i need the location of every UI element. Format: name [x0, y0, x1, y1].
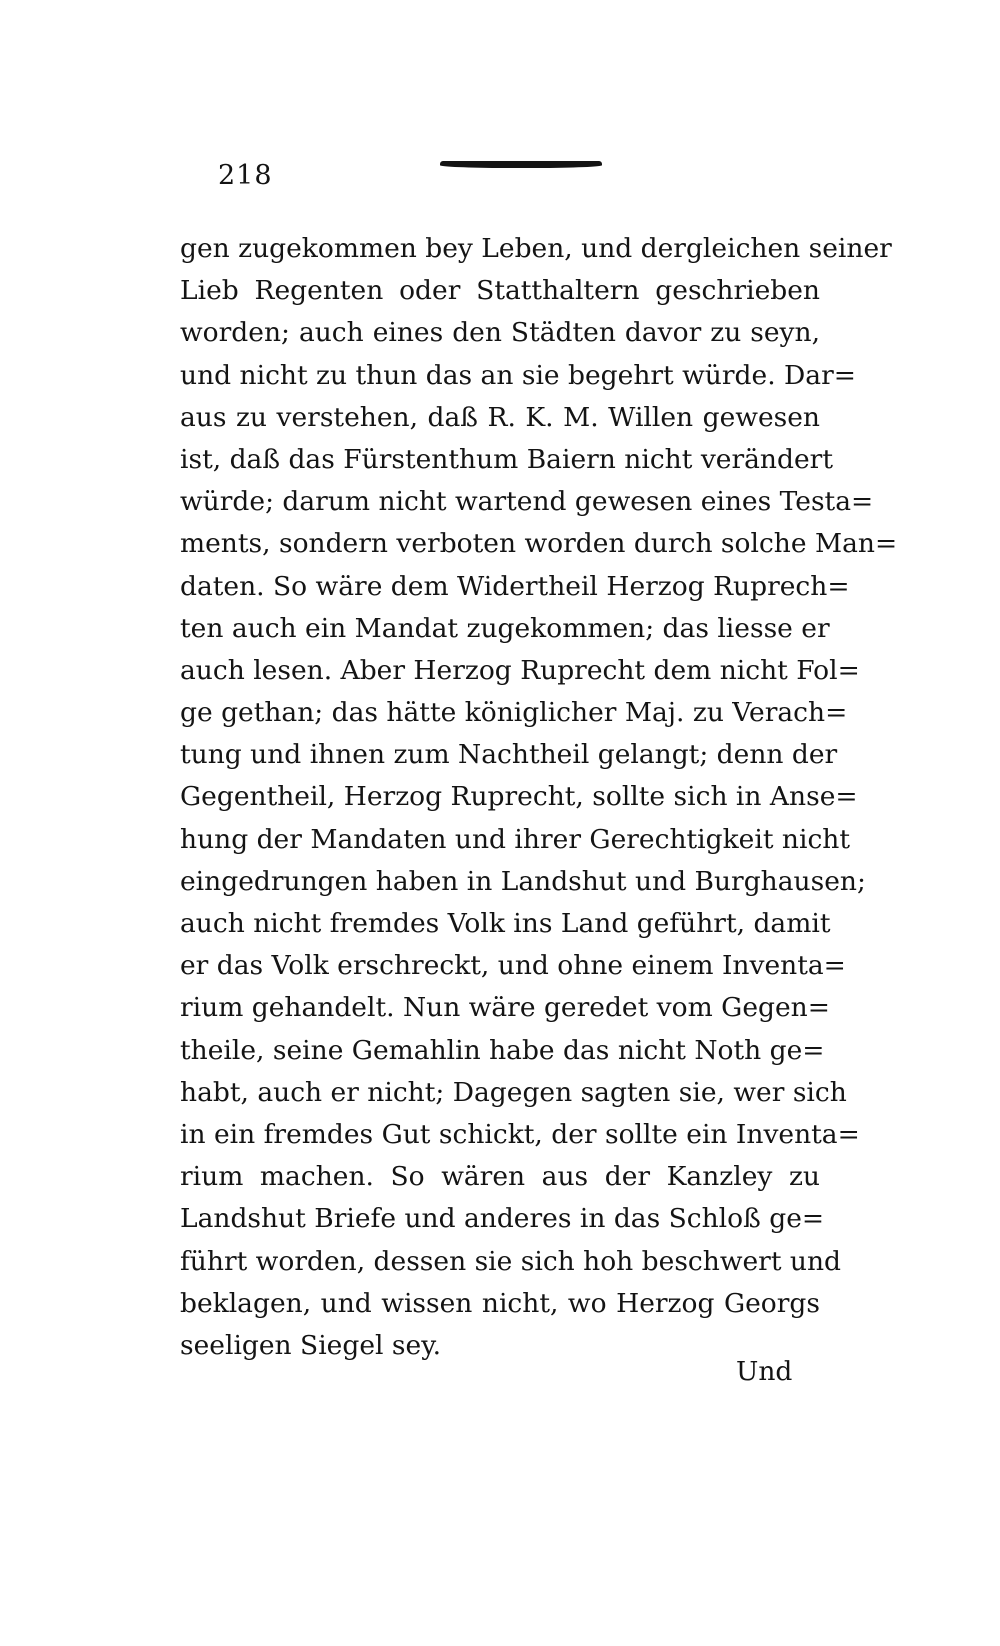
text-line: und nicht zu thun das an sie begehrt würde. Dar=	[180, 359, 856, 391]
text-line: beklagen, und wissen nicht, wo Herzog Georgs	[180, 1287, 820, 1319]
text-line: auch nicht fremdes Volk ins Land geführt, damit	[180, 908, 831, 939]
text-line: theile, seine Gemahlin habe das nicht Noth ge=	[180, 1034, 825, 1066]
text-line: Landshut Briefe und anderes in das Schloß ge=	[180, 1203, 825, 1235]
text-line: worden; auch eines den Städten davor zu seyn,	[180, 317, 820, 349]
body-text	[180, 228, 898, 1367]
text-line: Gegentheil, Herzog Ruprecht, sollte sich in Anse=	[180, 781, 858, 813]
text-line: hung der Mandaten und ihrer Gerechtigkeit nicht	[180, 823, 851, 855]
text-line: daten. So wäre dem Widertheil Herzog Ruprech=	[180, 570, 850, 602]
text-line: würde; darum nicht wartend gewesen eines Testa=	[180, 486, 874, 518]
text-line: auch lesen. Aber Herzog Ruprecht dem nicht Fol=	[180, 654, 860, 686]
text-line: führt worden, dessen sie sich hoh beschwert und	[180, 1245, 842, 1277]
text-line: gen zugekommen bey Leben, und dergleichen seiner	[180, 233, 892, 264]
text-line: rium gehandelt. Nun wäre geredet vom Gegen=	[180, 992, 830, 1024]
text-line: ten auch ein Mandat zugekommen; das liesse er	[180, 612, 830, 644]
text-line: rium machen. So wären aus der Kanzley zu	[180, 1161, 820, 1193]
text-line: er das Volk erschreckt, und ohne einem Inventa=	[180, 950, 846, 982]
header-rule	[440, 161, 602, 168]
text-line: ments, sondern verboten worden durch solche Man=	[180, 528, 898, 560]
page-number: 218	[218, 160, 273, 191]
text-line: in ein fremdes Gut schickt, der sollte ein Inventa=	[180, 1118, 860, 1150]
catchword: Und	[736, 1356, 793, 1387]
text-line: ist, daß das Fürstenthum Baiern nicht verändert	[180, 443, 833, 475]
text-line: Lieb Regenten oder Statthaltern geschrieben	[180, 275, 820, 307]
text-line: eingedrungen haben in Landshut und Burghausen;	[180, 865, 866, 897]
text-line: tung und ihnen zum Nachtheil gelangt; denn der	[180, 739, 838, 771]
text-line: seeligen Siegel sey.	[180, 1329, 442, 1361]
text-line: habt, auch er nicht; Dagegen sagten sie, wer sich	[180, 1076, 847, 1108]
text-line: aus zu verstehen, daß R. K. M. Willen gewesen	[180, 401, 820, 433]
text-line: ge gethan; das hätte königlicher Maj. zu Verach=	[180, 697, 848, 729]
